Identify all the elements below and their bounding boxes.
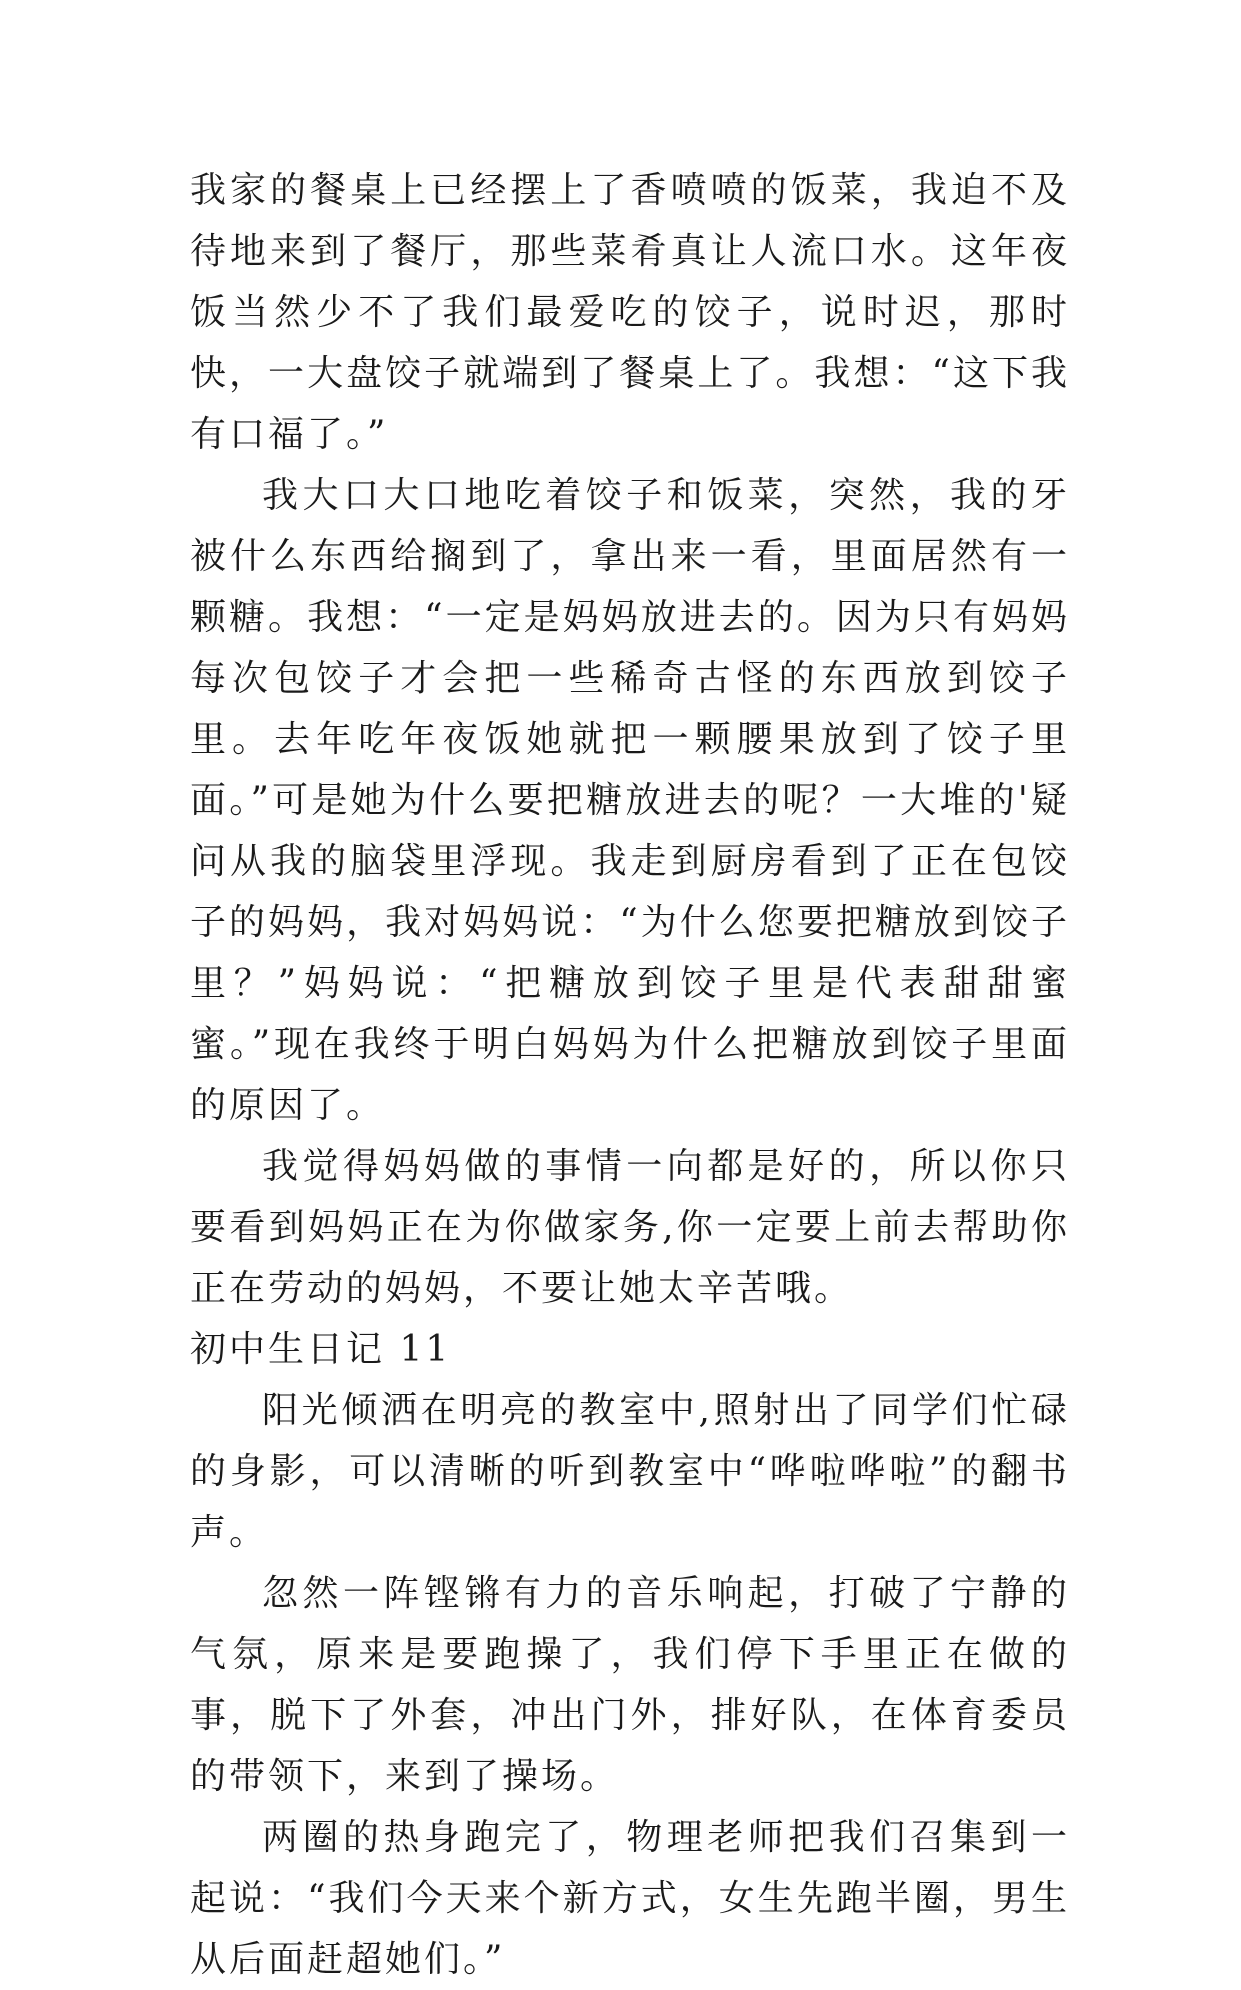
paragraph-help-mother: 我觉得妈妈做的事情一向都是好的，所以你只要看到妈妈正在为你做家务,你一定要上前去帮助你正在劳动的妈妈，不要让她太辛苦哦。 bbox=[190, 1146, 1070, 1309]
section-heading-diary-11: 初中生日记 11 bbox=[190, 1329, 452, 1370]
paragraph-classroom-sunlight: 阳光倾洒在明亮的教室中,照射出了同学们忙碌的身影，可以清晰的听到教室中“哗啦哗啦”的翻书声。 bbox=[190, 1390, 1070, 1553]
paragraph-running-exercise: 忽然一阵铿锵有力的音乐响起，打破了宁静的气氛，原来是要跑操了，我们停下手里正在做的事，脱下了外套，冲出门外，排好队，在体育委员的带领下，来到了操场。 bbox=[190, 1573, 1070, 1797]
paragraph-warmup-laps: 两圈的热身跑完了，物理老师把我们召集到一起说：“我们今天来个新方式，女生先跑半圈，男生从后面赶超她们。” bbox=[190, 1817, 1070, 1980]
document-body bbox=[190, 160, 1070, 1990]
paragraph-candy-dumpling: 我大口大口地吃着饺子和饭菜，突然，我的牙被什么东西给搁到了，拿出来一看，里面居然有一颗糖。我想：“一定是妈妈放进去的。因为只有妈妈每次包饺子才会把一些稀奇古怪的东西放到饺子里。去年吃年夜饭她就把一颗腰果放到了饺子里面。”可是她为什么要把糖放进去的呢？一大堆的'疑问从我的脑袋里浮现。我走到厨房看到了正在包饺子的妈妈，我对妈妈说：“为什么您要把糖放到饺子里？”妈妈说：“把糖放到饺子里是代表甜甜蜜蜜。”现在我终于明白妈妈为什么把糖放到饺子里面的原因了。 bbox=[190, 475, 1070, 1126]
paragraph-dinner-table: 我家的餐桌上已经摆上了香喷喷的饭菜，我迫不及待地来到了餐厅，那些菜肴真让人流口水。这年夜饭当然少不了我们最爱吃的饺子，说时迟，那时快，一大盘饺子就端到了餐桌上了。我想：“这下我有口福了。” bbox=[190, 170, 1070, 455]
